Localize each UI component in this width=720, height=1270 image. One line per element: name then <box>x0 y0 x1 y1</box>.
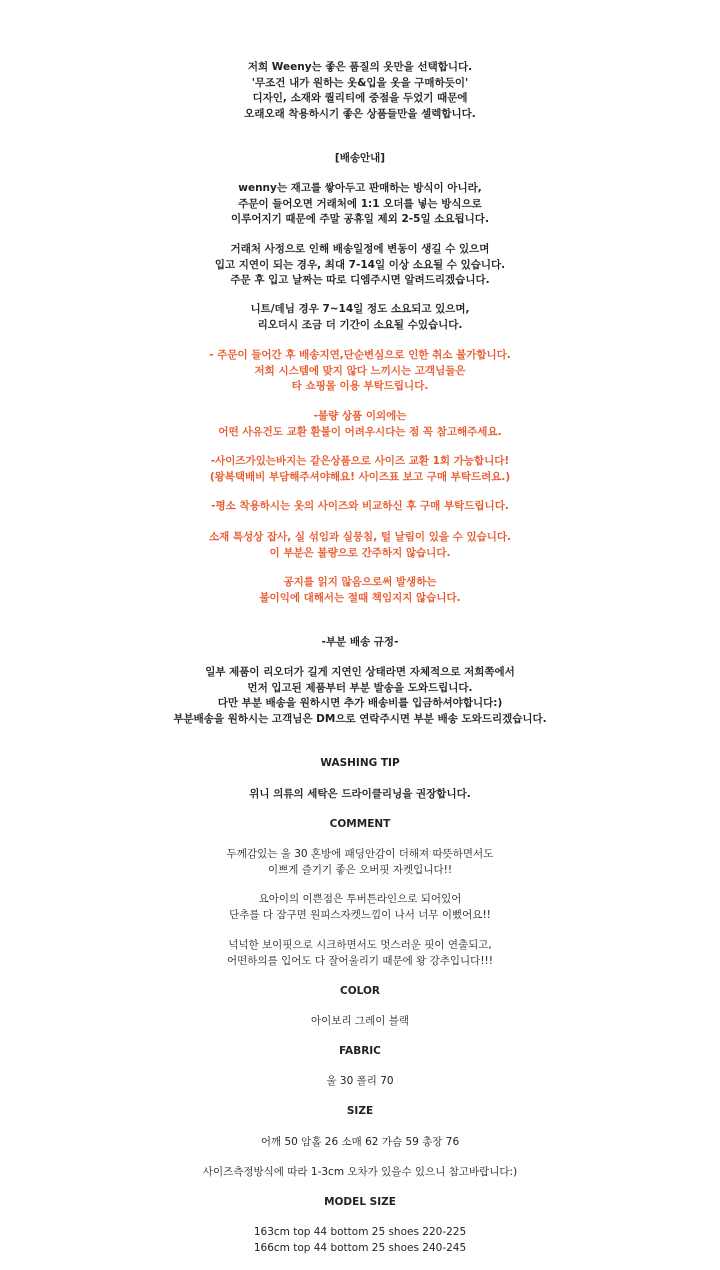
comment-paragraph-2 <box>0 892 720 923</box>
shipping-title: [배송안내] <box>334 152 386 164</box>
size-note: 사이즈측정방식에 따라 1-3cm 오차가 있을수 있으니 참고바랍니다:) <box>202 1166 518 1178</box>
washing-tip-heading: WASHING TIP <box>320 757 400 769</box>
intro-line: 오래오래 착용하시기 좋은 상품들만을 셀렉합니다. <box>244 107 476 120</box>
notice-line: 불이익에 대해서는 절때 책임지지 않습니다. <box>259 591 461 604</box>
shipping-line: 리오더시 조금 더 기간이 소요될 수있습니다. <box>257 318 463 331</box>
fabric-heading: FABRIC <box>339 1045 381 1057</box>
shipping-line: 니트/데님 경우 7~14일 정도 소요되고 있으며, <box>250 303 470 315</box>
comment-line: 이쁘게 즐기기 좋은 오버핏 자켓입니다!! <box>267 863 453 876</box>
shipping-paragraph-1 <box>0 181 720 228</box>
model-size-heading: MODEL SIZE <box>324 1196 396 1208</box>
shipping-line: 입고 지연이 되는 경우, 최대 7-14일 이상 소요될 수 있습니다. <box>214 258 506 271</box>
size-heading: SIZE <box>346 1105 374 1117</box>
partial-line: 부분배송을 원하시는 고객님은 DM으로 연락주시면 부분 배송 도와드리겠습니다. <box>173 712 547 725</box>
fabric-text: 울 30 폴리 70 <box>326 1075 394 1087</box>
washing-tip-text: 위니 의류의 세탁은 드라이클리닝을 권장합니다. <box>249 788 471 800</box>
comment-line: 요아이의 이쁜점은 투버튼라인으로 되어있어 <box>258 893 462 905</box>
shipping-paragraph-2 <box>0 242 720 289</box>
notice-line: - 주문이 들어간 후 배송지연,단순변심으로 인한 취소 불가합니다. <box>209 349 511 361</box>
size-text: 어깨 50 암홀 26 소매 62 가슴 59 총장 76 <box>260 1136 460 1148</box>
notice-line: -평소 착용하시는 옷의 사이즈와 비교하신 후 구매 부탁드립니다. <box>211 500 509 512</box>
intro-block <box>0 60 720 122</box>
notice-line: -사이즈가있는바지는 같은상품으로 사이즈 교환 1회 가능합니다! <box>210 455 510 467</box>
partial-line: 다만 부분 배송을 원하시면 추가 배송비를 입금하셔야합니다:) <box>217 697 503 709</box>
notice-paragraph-5 <box>0 530 720 561</box>
partial-line: 먼저 입고된 제품부터 부분 발송을 도와드립니다. <box>247 681 473 694</box>
comment-paragraph-1 <box>0 847 720 878</box>
notice-line: 어떤 사유건도 교환 환불이 어려우시다는 점 꼭 참고해주세요. <box>218 425 502 438</box>
color-heading: COLOR <box>340 985 380 997</box>
comment-line: 어떤하의를 입어도 다 잘어울리기 때문에 왕 강추입니다!!! <box>227 954 493 967</box>
notice-line: 소재 특성상 잡사, 실 섞임과 실뭉침, 털 날림이 있을 수 있습니다. <box>208 531 512 543</box>
comment-paragraph-3 <box>0 938 720 969</box>
notice-paragraph-2 <box>0 409 720 440</box>
comment-line: 넉넉한 보이핏으로 시크하면서도 멋스러운 핏이 연출되고, <box>228 939 492 951</box>
notice-line: -불량 상품 이외에는 <box>313 410 407 422</box>
notice-line: 타 쇼핑몰 이용 부탁드립니다. <box>291 380 429 392</box>
notice-line: 저희 시스템에 맞지 않다 느끼시는 고객님들은 <box>254 364 466 377</box>
shipping-line: 주문이 들어오면 거래처에 1:1 오더를 넣는 방식으로 <box>238 197 482 210</box>
shipping-line: 주문 후 입고 날짜는 따로 디엠주시면 알려드리겠습니다. <box>230 274 490 286</box>
comment-line: 단추를 다 잠구면 원피스자켓느낌이 나서 너무 이뻤어요!! <box>229 908 491 921</box>
notice-paragraph-6 <box>0 575 720 606</box>
notice-line: 공지를 읽지 않음으로써 발생하는 <box>283 576 437 588</box>
model-size-list <box>0 1225 720 1256</box>
notice-line: 이 부분은 불량으로 간주하지 않습니다. <box>269 546 451 559</box>
notice-line: (왕복택배비 부담해주셔야해요! 사이즈표 보고 구매 부탁드려요.) <box>209 470 511 483</box>
partial-line: 일부 제품이 리오더가 길게 지연인 상태라면 자체적으로 저희쪽에서 <box>205 666 515 678</box>
intro-line: 저희 Weeny는 좋은 품질의 옷만을 선택합니다. <box>247 61 473 73</box>
comment-heading: COMMENT <box>329 818 391 830</box>
shipping-line: wenny는 재고를 쌓아두고 판매하는 방식이 아니라, <box>238 182 482 194</box>
notice-paragraph-4 <box>0 499 720 515</box>
model-size-line: 163cm top 44 bottom 25 shoes 220-225 <box>253 1226 467 1238</box>
color-text: 아이보리 그레이 블랙 <box>311 1015 409 1027</box>
shipping-line: 거래처 사정으로 인해 배송일정에 변동이 생길 수 있으며 <box>230 243 490 255</box>
model-size-line: 166cm top 44 bottom 25 shoes 240-245 <box>253 1241 467 1254</box>
notice-paragraph-3 <box>0 454 720 485</box>
comment-line: 두께감있는 울 30 혼방에 패딩안감이 더해져 따뜻하면서도 <box>226 848 494 860</box>
partial-shipping-title: -부분 배송 규정- <box>321 636 399 648</box>
intro-line: '무조건 내가 원하는 옷&입을 옷을 구매하듯이' <box>251 76 469 89</box>
notice-paragraph-1 <box>0 348 720 395</box>
intro-line: 디자인, 소재와 퀄리티에 중점을 두었기 때문에 <box>252 92 468 104</box>
shipping-paragraph-3 <box>0 302 720 333</box>
partial-shipping-paragraph <box>0 665 720 727</box>
shipping-line: 이루어지기 때문에 주말 공휴일 제외 2-5일 소요됩니다. <box>231 213 489 225</box>
